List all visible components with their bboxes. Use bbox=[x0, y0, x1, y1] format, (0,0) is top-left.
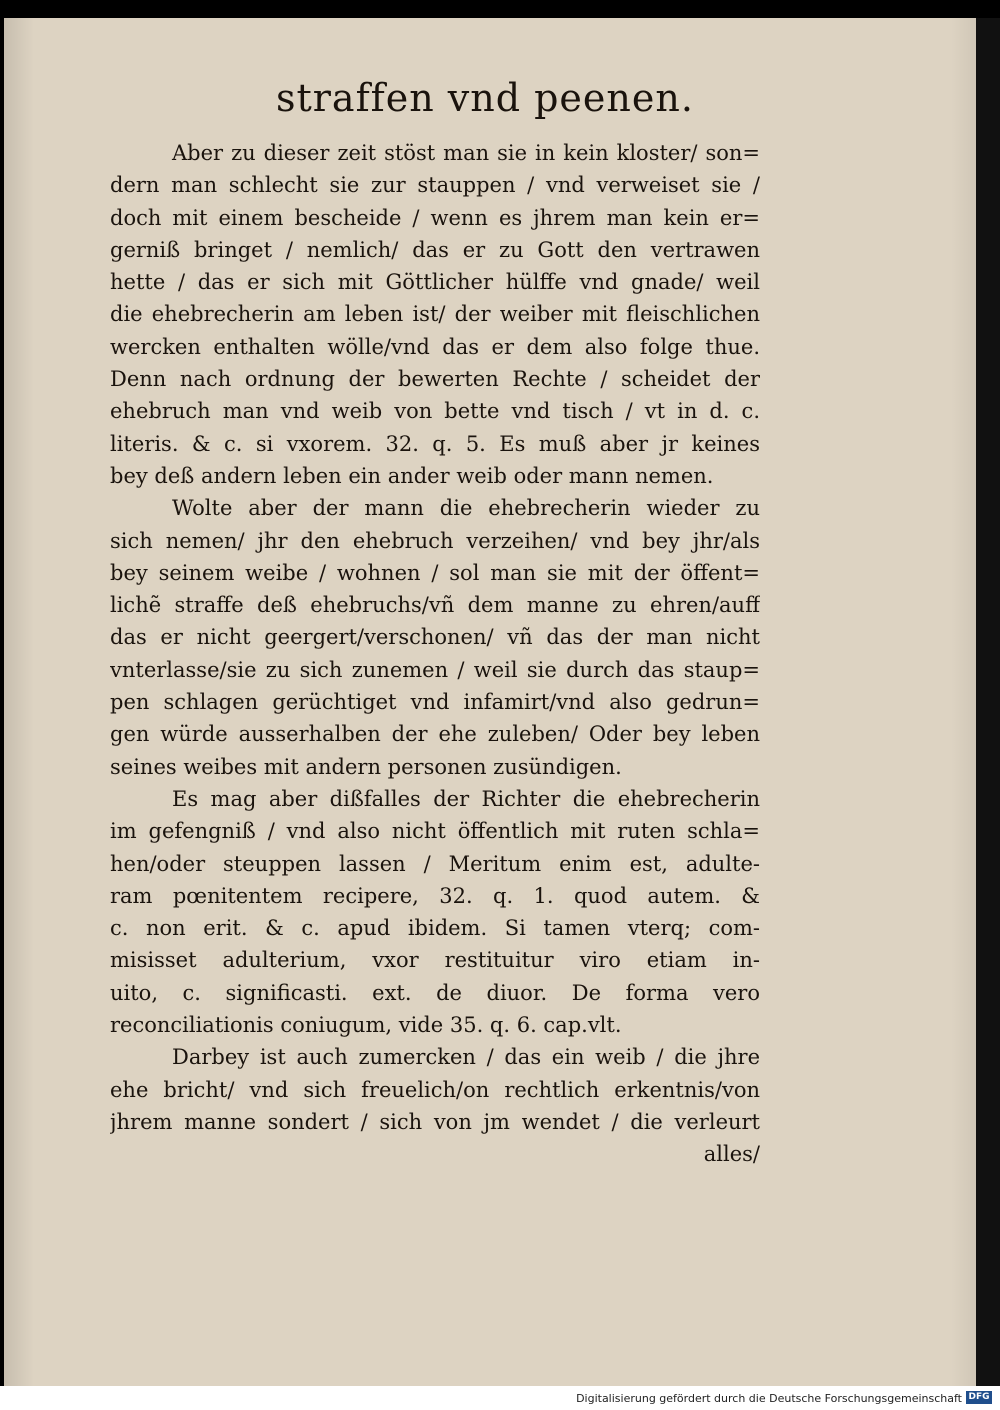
scan-right-edge bbox=[976, 18, 1000, 1386]
text-line: lichẽ straffe deß ehebruchs/vñ dem manne zu ehren/auff bbox=[110, 593, 760, 618]
text-line: Wolte aber der mann die ehebrecherin wieder zu bbox=[172, 496, 760, 521]
text-line: dern man schlecht sie zur stauppen / vnd verweiset sie / bbox=[110, 173, 760, 198]
text-line: reconciliationis coniugum, vide 35. q. 6. cap.vlt. bbox=[110, 1013, 622, 1038]
funding-credit: Digitalisierung gefördert durch die Deutsche Forschungsgemeinschaft bbox=[576, 1392, 962, 1405]
text-line: seines weibes mit andern personen zusündigen. bbox=[110, 754, 622, 779]
text-line: Es mag aber dißfalles der Richter die ehebrecherin bbox=[172, 786, 760, 811]
text-line: wercken enthalten wölle/vnd das er dem also folge thue. bbox=[110, 334, 760, 359]
text-line: literis. & c. si vxorem. 32. q. 5. Es muß aber jr keines bbox=[110, 431, 760, 456]
text-line: das er nicht geergert/verschonen/ vñ das der man nicht bbox=[110, 625, 760, 650]
text-line: Darbey ist auch zumercken / das ein weib / die jhre bbox=[172, 1045, 760, 1070]
text-line: ehe bricht/ vnd sich freuelich/on rechtlich erkentnis/von bbox=[110, 1077, 760, 1102]
text-line: c. non erit. & c. apud ibidem. Si tamen vterq; com- bbox=[110, 916, 760, 941]
text-line: vnterlasse/sie zu sich zunemen / weil sie durch das staup= bbox=[110, 657, 760, 682]
text-line: ram pœnitentem recipere, 32. q. 1. quod autem. & bbox=[110, 883, 760, 908]
text-line: jhrem manne sondert / sich von jm wendet / die verleurt bbox=[110, 1109, 760, 1134]
text-line: bey seinem weibe / wohnen / sol man sie mit der öffent= bbox=[110, 560, 760, 585]
text-line: uito, c. significasti. ext. de diuor. De forma vero bbox=[110, 980, 760, 1005]
text-line: gerniß bringet / nemlich/ das er zu Gott den vertrawen bbox=[110, 237, 760, 262]
page-body bbox=[110, 137, 760, 1171]
text-line: hen/oder steuppen lassen / Meritum enim est, adulte- bbox=[110, 851, 760, 876]
text-line: die ehebrecherin am leben ist/ der weiber mit fleischlichen bbox=[110, 302, 760, 327]
text-line: misisset adulterium, vxor restituitur viro etiam in- bbox=[110, 948, 760, 973]
text-line: Denn nach ordnung der bewerten Rechte / scheidet der bbox=[110, 367, 760, 392]
text-line: doch mit einem bescheide / wenn es jhrem man kein er= bbox=[110, 205, 760, 230]
dfg-logo-icon: DFG bbox=[966, 1391, 992, 1404]
footer-bar bbox=[0, 1386, 1000, 1410]
text-line: hette / das er sich mit Göttlicher hülffe vnd gnade/ weil bbox=[110, 270, 760, 295]
running-header: straffen vnd peenen. bbox=[276, 76, 694, 120]
text-line: Aber zu dieser zeit stöst man sie in kein kloster/ son= bbox=[172, 141, 760, 165]
text-line: ehebruch man vnd weib von bette vnd tisch / vt in d. c. bbox=[110, 399, 760, 424]
catchword: alles/ bbox=[703, 1142, 760, 1167]
text-line: sich nemen/ jhr den ehebruch verzeihen/ vnd bey jhr/als bbox=[110, 528, 760, 553]
text-line: bey deß andern leben ein ander weib oder mann nemen. bbox=[110, 463, 714, 488]
text-line: gen würde ausserhalben der ehe zuleben/ Oder bey leben bbox=[110, 722, 760, 747]
text-line: pen schlagen gerüchtiget vnd infamirt/vnd also gedrun= bbox=[110, 690, 760, 715]
text-line: im gefengniß / vnd also nicht öffentlich mit ruten schla= bbox=[110, 819, 760, 844]
